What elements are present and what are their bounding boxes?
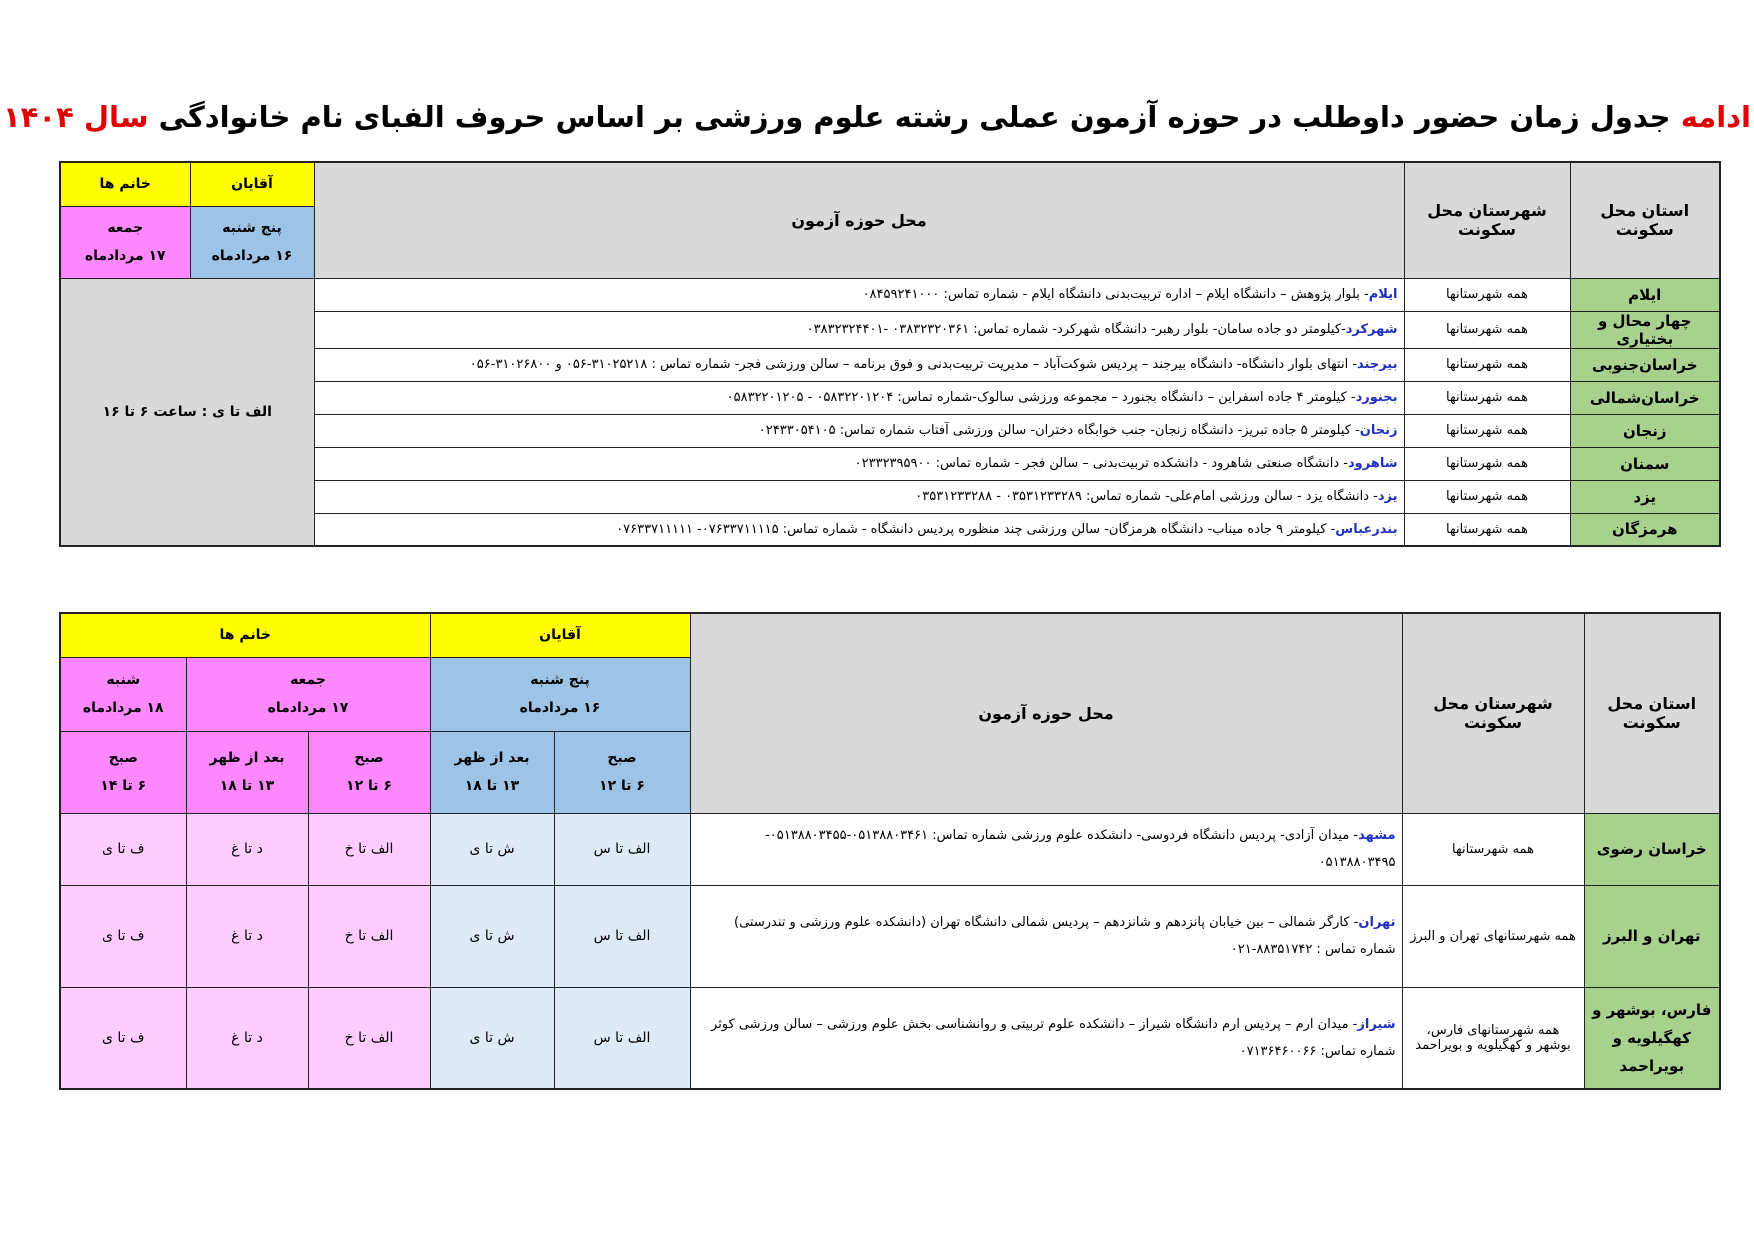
header-city: شهرستان محل سکونت [1402,613,1584,813]
header-sat-morning: صبح ۶ تا ۱۴ [60,731,186,813]
table-row: خراسان‌جنوبی همه شهرستانها بیرجند- انتهای بلوار دانشگاه- دانشگاه بیرجند – پردیس شوکت‌آباد – مدیریت تربیت‌بدنی و فوق برنامه – سالن ورزشی فجر- شماره تماس : ۳۱۰۲۵۲۱۸-۰۵۶ و ۳۱۰۲۶۸۰۰-۰۵۶ [60,348,1720,381]
page-title [0,100,1754,134]
title-prefix: ادامه [1680,100,1751,134]
table-row: تهران و البرز همه شهرستانهای تهران و البرز تهران- کارگر شمالی – بین خیابان پانزدهم و شانزدهم – پردیس شمالی دانشگاه تهران (دانشکده علوم ورزشی و تندرستی) شماره تماس : ۸۸۳۵۱۷۴۲-۰۲۱ الف تا س ش تا ی الف تا خ د تا غ ف تا ی [60,885,1720,987]
table-row: چهار محال و بختیاری همه شهرستانها شهرکرد-کیلومتر دو جاده سامان- بلوار رهبر- دانشگاه شهرکرد- شماره تماس: ۰۳۸۳۲۳۲۰۳۶۱ -۰۳۸۳۲۳۲۴۴۰۱ [60,311,1720,348]
table-row: یزد همه شهرستانها یزد- دانشگاه یزد - سالن ورزشی امام‌علی- شماره تماس: ۰۳۵۳۱۲۳۳۲۸۹ - ۰۳۵۳۱۲۳۳۲۸۸ [60,480,1720,513]
header-women: خانم ها [60,613,430,657]
header-women: خانم ها [60,162,190,206]
schedule-all: الف تا ی : ساعت ۶ تا ۱۶ [60,278,314,546]
header-location: محل حوزه آزمون [690,613,1402,813]
header-thu-morning: صبح ۶ تا ۱۲ [554,731,690,813]
header-women-day: جمعه ۱۷ مردادماه [60,206,190,278]
header-location: محل حوزه آزمون [314,162,1404,278]
table-row: زنجان همه شهرستانها زنجان- کیلومتر ۵ جاده تبریز- دانشگاه زنجان- جنب خوابگاه دختران- سالن ورزشی آفتاب شماره تماس: ۰۲۴۳۳۰۵۴۱۰۵ [60,414,1720,447]
header-men: آقایان [430,613,690,657]
header-men-day: پنج شنبه ۱۶ مردادماه [190,206,314,278]
table-row: سمنان همه شهرستانها شاهرود- دانشگاه صنعتی شاهرود - دانشکده تربیت‌بدنی – سالن فجر - شماره تماس: ۰۲۳۳۲۳۹۵۹۰۰ [60,447,1720,480]
header-men: آقایان [190,162,314,206]
table-row: ایلام همه شهرستانها ایلام- بلوار پژوهش – دانشگاه ایلام – اداره تربیت‌بدنی دانشگاه ایلام - شماره تماس: ۰۸۴۵۹۲۴۱۰۰۰ الف تا ی : ساعت ۶ تا ۱۶ [60,278,1720,311]
schedule-table-1 [59,161,1721,547]
header-province: استان محل سکونت [1584,613,1720,813]
table-row: هرمزگان همه شهرستانها بندرعباس- کیلومتر ۹ جاده میناب- دانشگاه هرمزگان- سالن ورزشی چند منظوره پردیس دانشگاه - شماره تماس: ۰۷۶۳۳۷۱۱۱۱۵- ۰۷۶۳۳۷۱۱۱۱۱ [60,513,1720,546]
table-row: خراسان‌شمالی همه شهرستانها بجنورد- کیلومتر ۴ جاده اسفراین – دانشگاه بجنورد – مجموعه ورزشی سالوک-شماره تماس: ۰۵۸۳۲۲۰۱۲۰۴ - ۰۵۸۳۲۲۰۱۲۰۵ [60,381,1720,414]
header-sat: شنبه ۱۸ مردادماه [60,657,186,731]
schedule-table-2 [59,612,1721,1090]
title-year: سال ۱۴۰۴ [2,100,149,134]
header-thu: پنج شنبه ۱۶ مردادماه [430,657,690,731]
table-row: فارس، بوشهر و کهگیلویه و بویراحمد همه شهرستانهای فارس، بوشهر و کهگیلویه و بویراحمد شیراز- میدان ارم – پردیس ارم دانشگاه شیراز – دانشکده علوم تربیتی و روانشناسی بخش علوم ورزشی – سالن ورزشی کوثر شماره تماس: ۰۷۱۳۶۴۶۰۰۶۶ الف تا س ش تا ی الف تا خ د تا غ ف تا ی [60,987,1720,1089]
header-city: شهرستان محل سکونت [1404,162,1570,278]
table-row: خراسان رضوی همه شهرستانها مشهد- میدان آزادی- پردیس دانشگاه فردوسی- دانشکده علوم ورزشی شماره تماس: ۰۵۱۳۸۸۰۳۴۶۱-۰۵۱۳۸۸۰۳۴۵۵- ۰۵۱۳۸۸۰۳۴۹۵ الف تا س ش تا ی الف تا خ د تا غ ف تا ی [60,813,1720,885]
header-fri: جمعه ۱۷ مردادماه [186,657,430,731]
header-thu-afternoon: بعد از ظهر ۱۳ تا ۱۸ [430,731,554,813]
header-fri-afternoon: بعد از ظهر ۱۳ تا ۱۸ [186,731,308,813]
title-main: جدول زمان حضور داوطلب در حوزه آزمون عملی رشته علوم ورزشی بر اساس حروف الفبای نام خانوادگی [148,100,1681,134]
header-province: استان محل سکونت [1570,162,1720,278]
header-fri-morning: صبح ۶ تا ۱۲ [308,731,430,813]
